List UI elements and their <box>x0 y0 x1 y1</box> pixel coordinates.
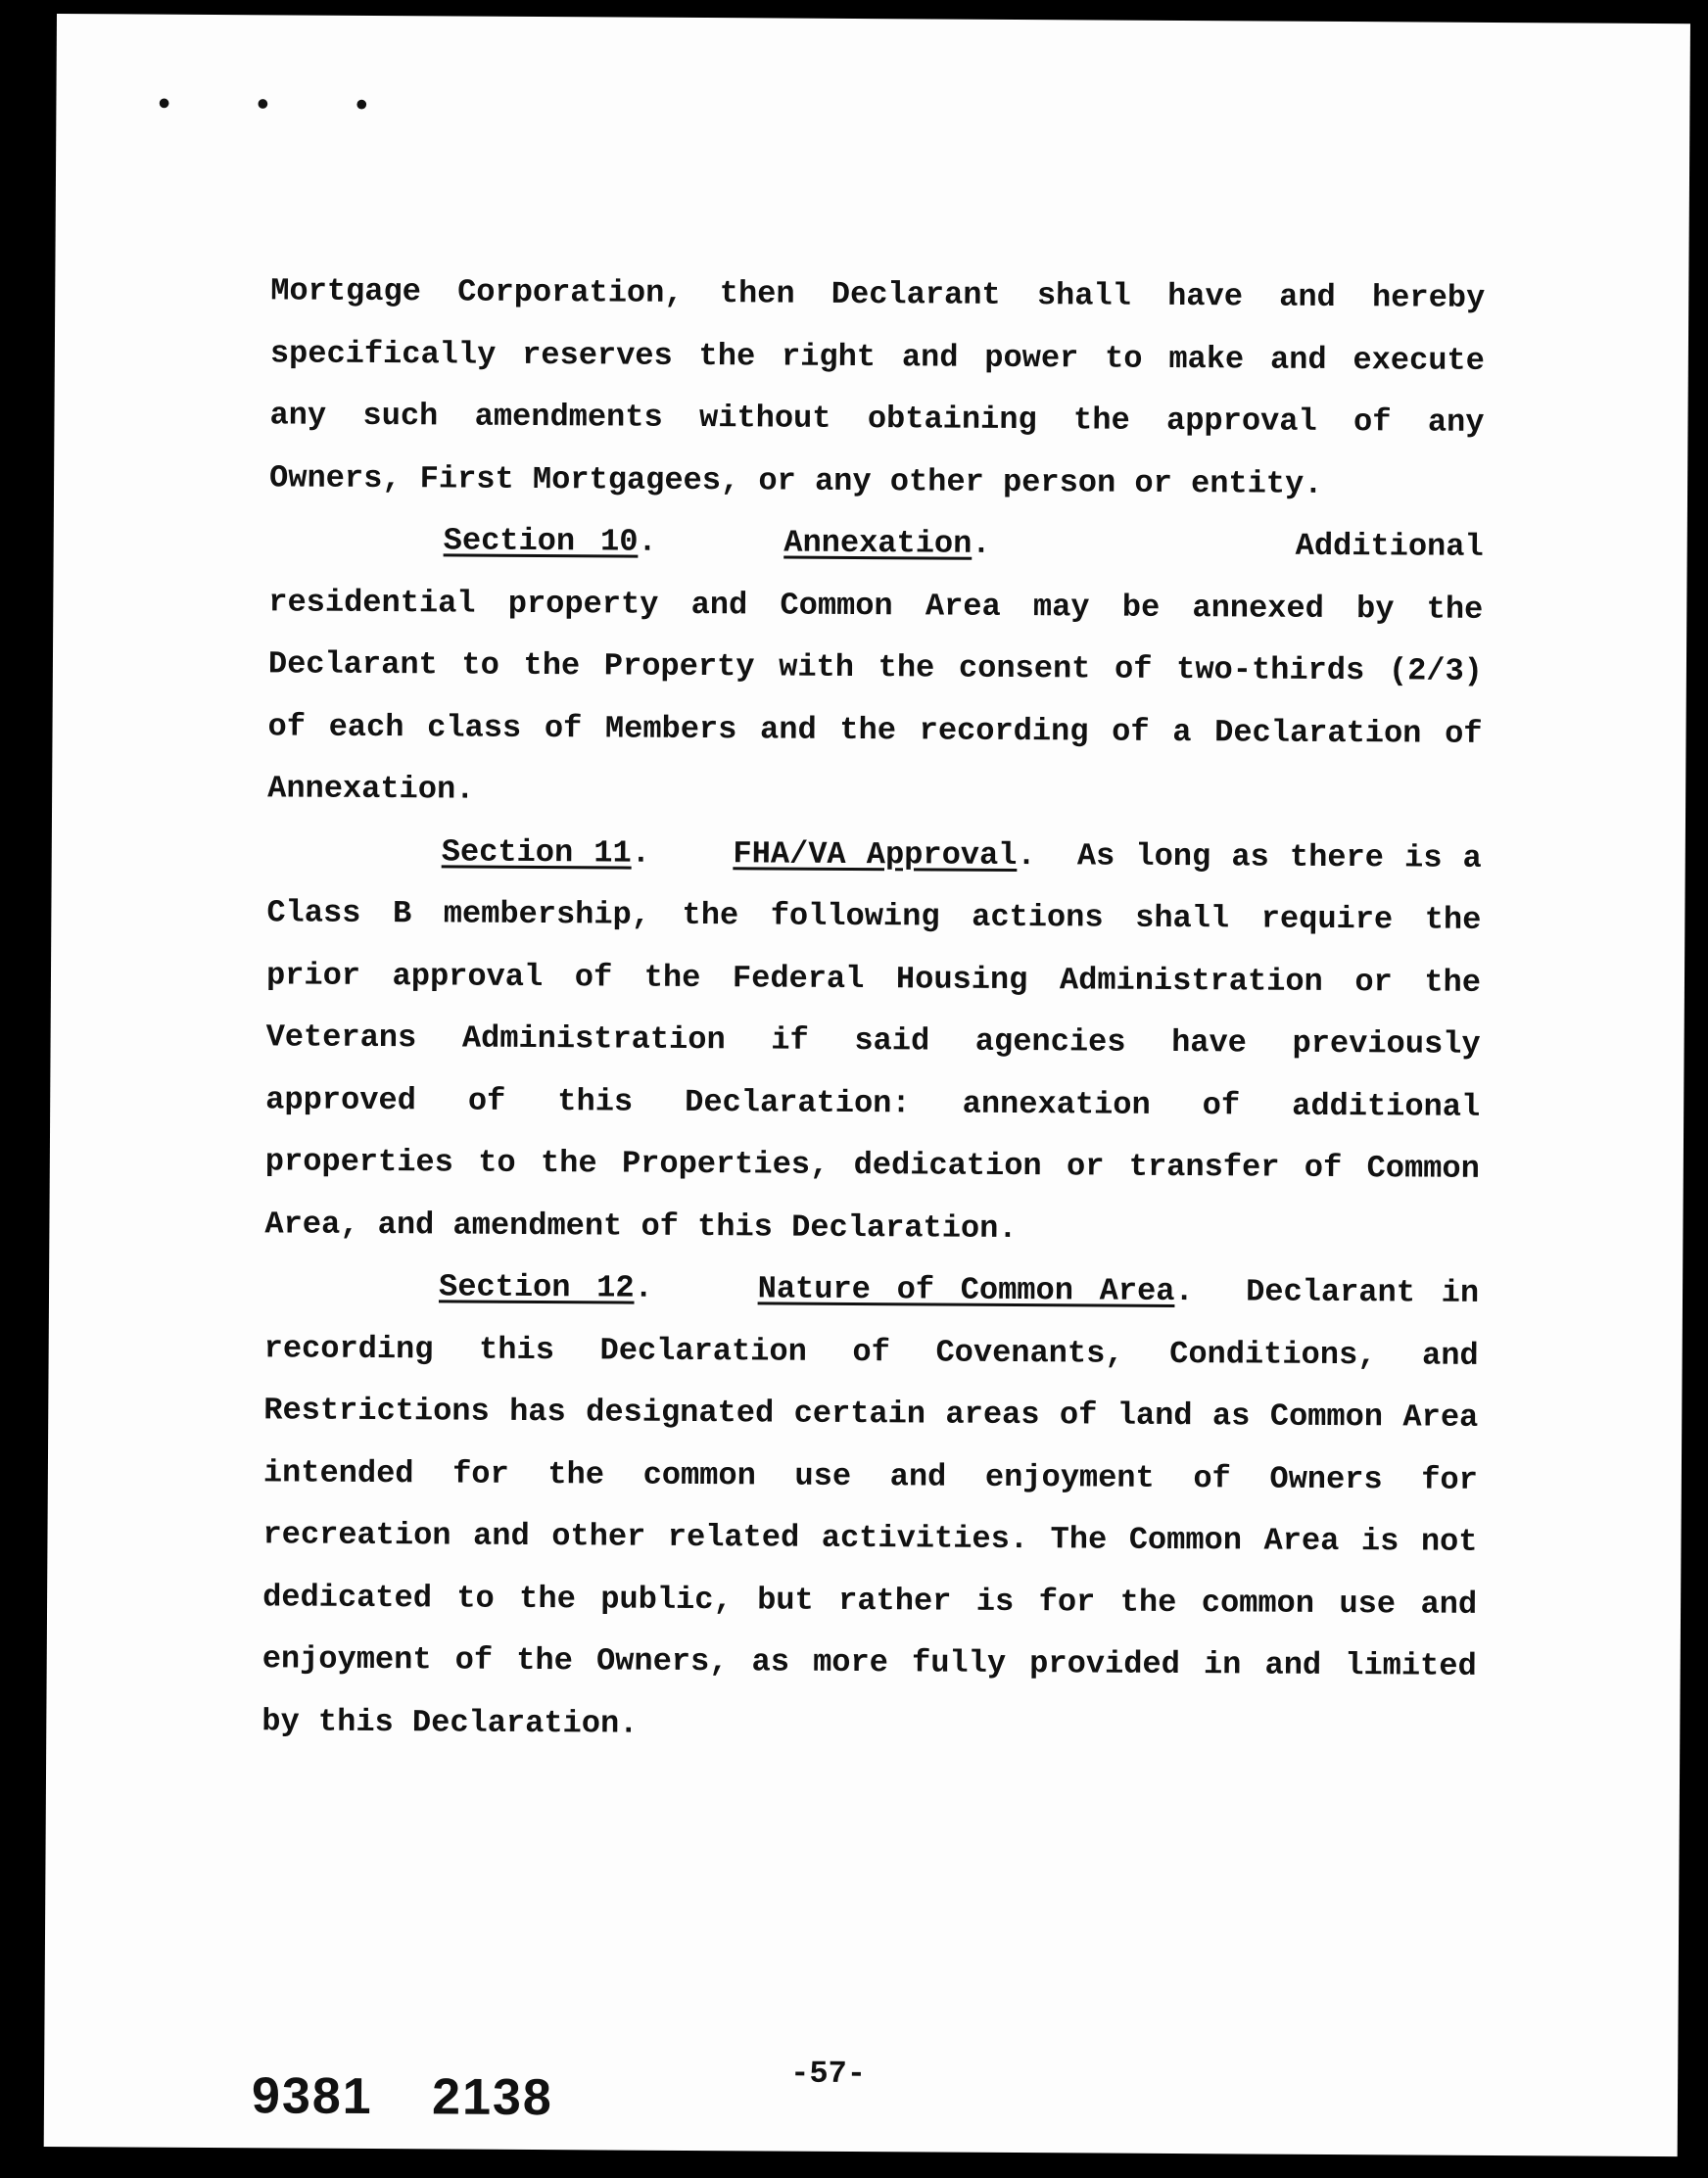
section-12-title: Nature of Common Area <box>757 1270 1175 1309</box>
section-12-text: Declarant in recording this Declaration of Covenants, Conditions, and Restrictions has designated certain areas of land as Common Area intended for the common use and enjoyment of Owners for recreation and other related activities. The Common Area is not dedicated to the public, but rather is for the common use and enjoyment of the Owners, as more fully provided in and limited by this Declaration. <box>261 1273 1480 1742</box>
section-11-title: FHA/VA Approval <box>733 834 1018 874</box>
section-12-number: Section 12 <box>438 1268 635 1306</box>
section-11-paragraph: Section 11. FHA/VA Approval. As long as there is a Class B membership, the following actions shall require the prior approval of the Federal Housing Administration or the Veterans Administration if said agencies have previously approved of this Declaration: annexation of additional properties to the Properties, dedication or transfer of Common Area, and amendment of this Declaration. <box>264 832 1482 1247</box>
document-page <box>44 14 1690 2156</box>
section-10-title: Annexation <box>783 524 973 562</box>
section-11-text: As long as there is a Class B membership, the following actions shall require the prior approval of the Federal Housing Administration or the Veterans Administration if said agencies have previously approved of this Declaration: annexation of additional properties to the Properties, dedication or transfer of Common Area, and amendment of this Declaration. <box>264 836 1482 1247</box>
document-body <box>261 260 1485 1760</box>
intro-paragraph: Mortgage Corporation, then Declarant shall have and hereby specifically reserves the right and power to make and execute any such amendments without obtaining the approval of any Owners, First Mortgagees, or any other person or entity. <box>268 272 1486 502</box>
section-10-number: Section 10 <box>443 522 639 560</box>
section-11-number: Section 11 <box>441 832 632 872</box>
section-10-paragraph: Section 10. Annexation. Additional residential property and Common Area may be annexed by the Declarant to the Property with the consent of two-thirds (2/3) of each class of Members and the recording of a Declaration of Annexation. <box>267 522 1484 808</box>
section-12-paragraph: Section 12. Nature of Common Area. Declarant in recording this Declaration of Covenants, Conditions, and Restrictions has designated certain areas of land as Common Area intended for the common use and enjoyment of Owners for recreation and other related activities. The Common Area is not dedicated to the public, but rather is for the common use and enjoyment of the Owners, as more fully provided in and limited by this Declaration. <box>261 1268 1480 1742</box>
corner-marks: • • • <box>154 87 402 127</box>
stamp-number: 9381 2138 <box>251 2067 553 2127</box>
page-number: -57- <box>790 2055 867 2093</box>
section-10-text: Additional residential property and Common Area may be annexed by the Declarant to the Property with the consent of two-thirds (2/3) of each class of Members and the recording of a Declaration of Annexation. <box>267 527 1484 808</box>
